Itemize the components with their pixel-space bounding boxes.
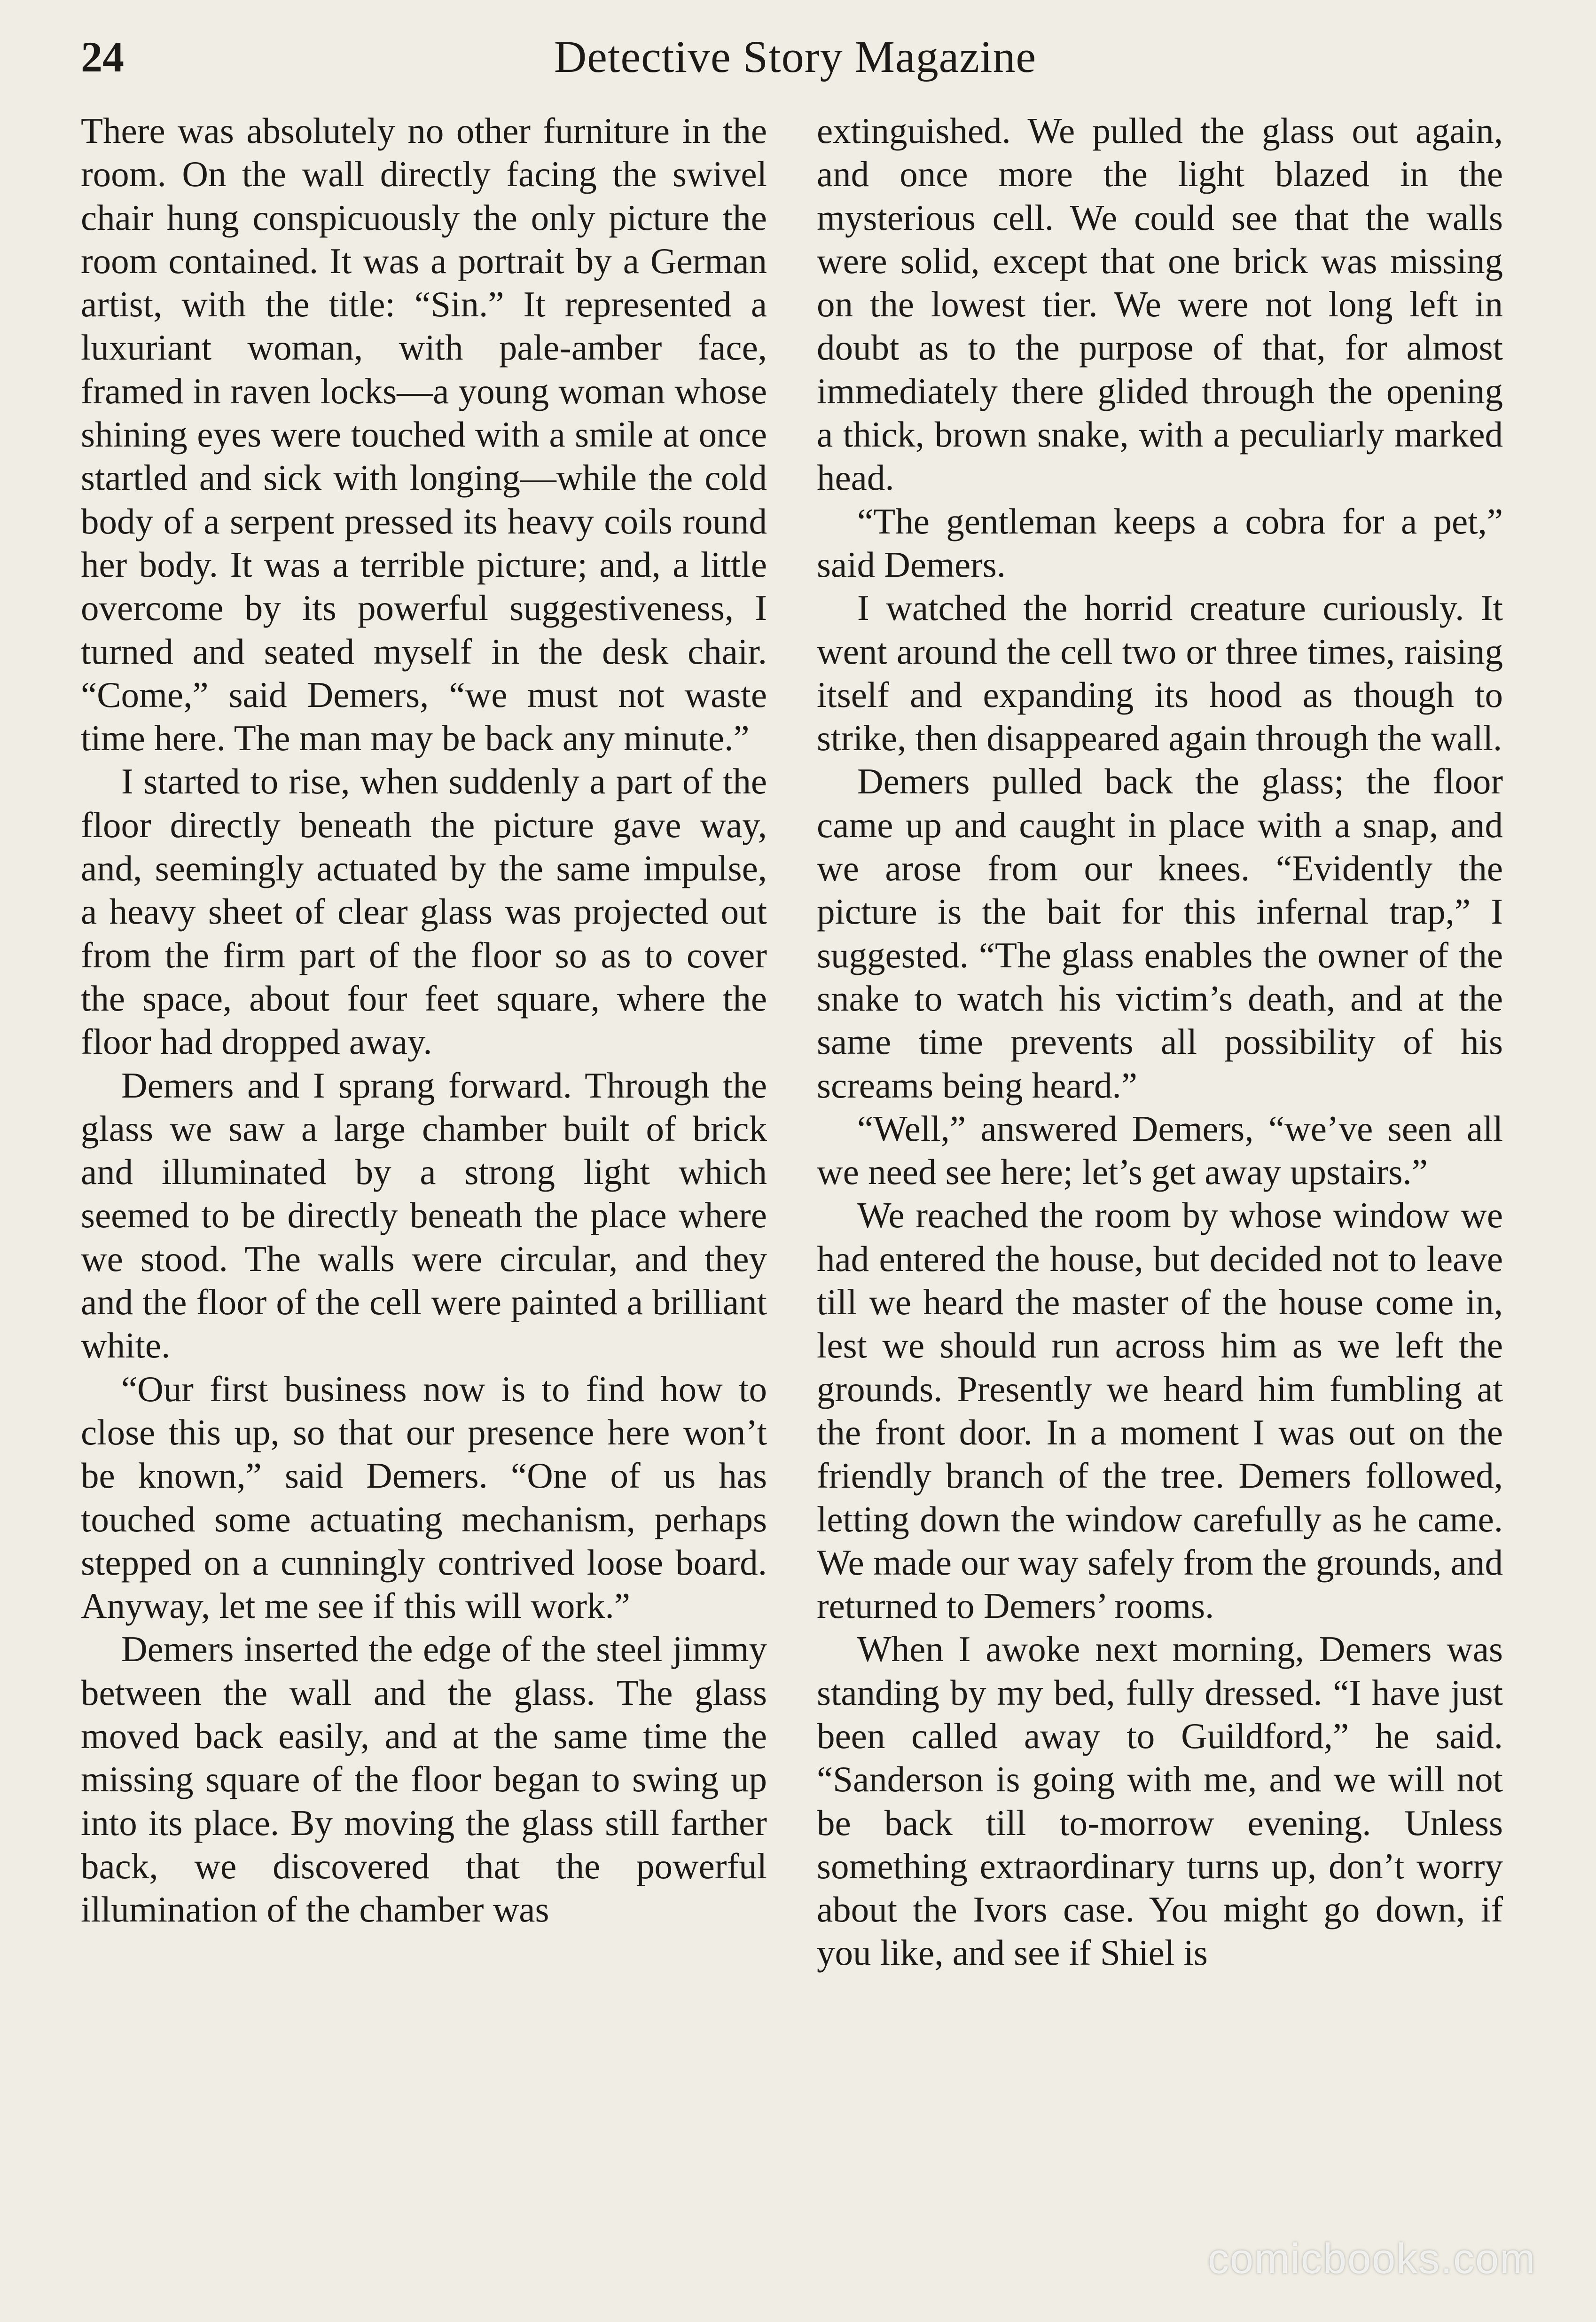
paragraph: There was absolutely no other furniture in the room. On the wall directly facing the swivel chair hung conspicuously the only picture the room contained. It was a portrait by a German artist, with the title: “Sin.” It represented a luxuriant woman, with pale-amber face, framed in raven locks—a young woman whose shining eyes were touched with a smile at once startled and sick with longing—while the cold body of a serpent pressed its heavy coils round her body. It was a terrible picture; and, a little overcome by its powerful suggestiveness, I turned and seated myself in the desk chair. “Come,” said Demers, “we must not waste time here. The man may be back any minute.” — [81, 110, 767, 759]
paragraph: Demers inserted the edge of the steel jimmy between the wall and the glass. The glass moved back easily, and at the same time the missing square of the floor began to swing up into its place. By moving the glass still farther back, we discovered that the powerful illumination of the chamber was — [81, 1629, 767, 1930]
page-header — [81, 26, 1510, 87]
right-column — [817, 109, 1503, 1975]
paragraph: Demers pulled back the glass; the floor came up and caught in place with a snap, and we arose from our knees. “Evidently the picture is the bait for this infernal trap,” I suggested. “The glass enables the owner of the snake to watch his victim’s death, and at the same time prevents all possibility of his screams being heard.” — [817, 761, 1503, 1106]
watermark: comicbooks.com — [1208, 2236, 1536, 2283]
paragraph: “Our first business now is to find how to close this up, so that our presence here won’t be known,” said Demers. “One of us has touched some actuating mechanism, perhaps stepped on a cunningly contrived loose board. Anyway, let me see if this will work.” — [81, 1368, 767, 1626]
paragraph: Demers and I sprang forward. Through the glass we saw a large chamber built of brick and illuminated by a strong light which seemed to be directly beneath the place where we stood. The walls were circular, and they and the floor of the cell were painted a brilliant white. — [81, 1065, 767, 1366]
paragraph: When I awoke next morning, Demers was standing by my bed, fully dressed. “I have just been called away to Guildford,” he said. “Sanderson is going with me, and we will not be back till to-morrow evening. Unless something extraordinary turns up, don’t worry about the Ivors case. You might go down, if you like, and see if Shiel is — [817, 1629, 1503, 1973]
magazine-title: Detective Story Magazine — [554, 31, 1037, 82]
paragraph: We reached the room by whose window we had entered the house, but decided not to leave till we heard the master of the house come in, lest we should run across him as we left the grounds. Presently we heard him fumbling at the front door. In a moment I was out on the friendly branch of the tree. Demers followed, letting down the window carefully as he came. We made our way safely from the grounds, and returned to Demers’ rooms. — [817, 1195, 1503, 1626]
page-number: 24 — [81, 33, 124, 81]
paragraph: I started to rise, when suddenly a part of the floor directly beneath the picture gave way, and, seemingly actuated by the same impulse, a heavy sheet of clear glass was projected out from the firm part of the floor so as to cover the space, about four feet square, where the floor had dropped away. — [81, 761, 767, 1062]
paragraph: “Well,” answered Demers, “we’ve seen all we need see here; let’s get away upstairs.” — [817, 1108, 1503, 1192]
paragraph: extinguished. We pulled the glass out again, and once more the light blazed in the mysterious cell. We could see that the walls were solid, except that one brick was missing on the lowest tier. We were not long left in doubt as to the purpose of that, for almost immediately there glided through the opening a thick, brown snake, with a peculiarly marked head. — [817, 110, 1503, 498]
paragraph: “The gentleman keeps a cobra for a pet,” said Demers. — [817, 501, 1503, 585]
paragraph: I watched the horrid creature curiously. It went around the cell two or three times, raising itself and expanding its hood as though to strike, then disappeared again through the wall. — [817, 588, 1503, 759]
left-column — [81, 109, 767, 1931]
